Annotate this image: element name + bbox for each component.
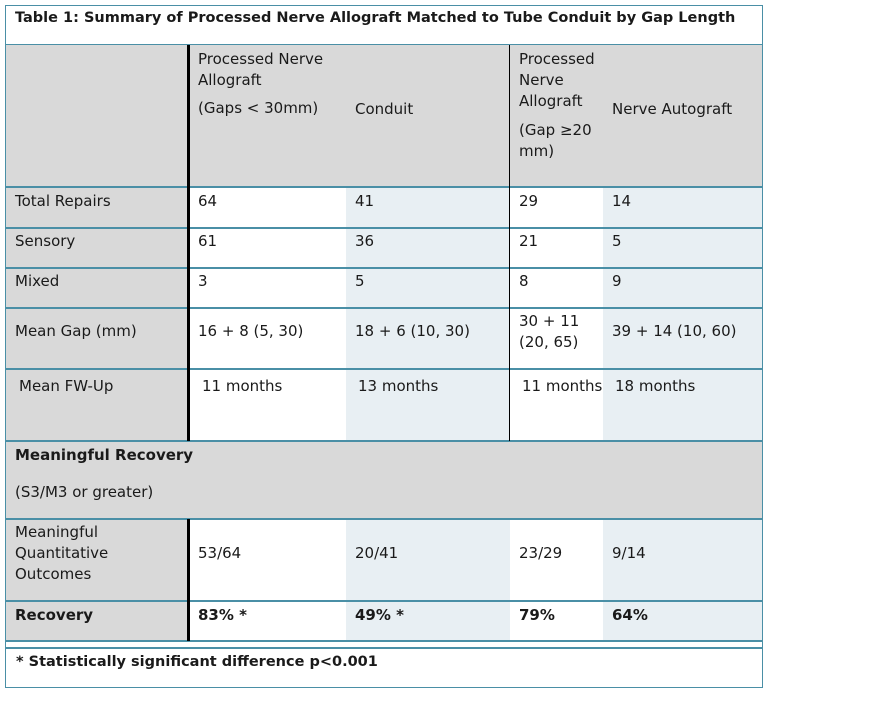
- cell-mean-fw-up-c2: 13 months: [346, 370, 510, 440]
- cell-recovery-c3: 79%: [510, 602, 603, 640]
- divider-label-col: [187, 45, 190, 441]
- section-title: Meaningful Recovery: [15, 446, 194, 464]
- cell-total-repairs-c2: 41: [346, 188, 510, 227]
- rule-after-sensory: [6, 267, 762, 269]
- row-label-mean-fw-up: Mean FW-Up: [6, 370, 189, 440]
- section-subtitle: (S3/M3 or greater): [15, 483, 154, 501]
- cell-mean-gap-c3: 30 + 11 (20, 65): [510, 309, 603, 368]
- cell-total-repairs-c3: 29: [510, 188, 603, 227]
- rule-after-header: [6, 186, 762, 188]
- header-col1-sub: (Gaps < 30mm): [198, 99, 319, 117]
- header-col1: [189, 45, 346, 186]
- cell-sensory-c1: 61: [189, 229, 346, 267]
- cell-sensory-c3: 21: [510, 229, 603, 267]
- rule-after-gap: [6, 368, 762, 370]
- cell-outcomes-c3: 23/29: [510, 520, 603, 600]
- cell-mean-fw-up-c1: 11 months: [189, 370, 346, 440]
- cell-recovery-c4: 64%: [603, 602, 762, 640]
- divider-group: [509, 45, 510, 441]
- header-col4-title: Nerve Autograft: [612, 100, 733, 118]
- header-col3-title: Processed Nerve Allograft: [519, 50, 595, 110]
- row-label-recovery: Recovery: [6, 602, 189, 640]
- cell-mean-gap-c4: 39 + 14 (10, 60): [603, 309, 762, 368]
- rule-after-fwup: [6, 440, 762, 442]
- cell-mean-fw-up-c4: 18 months: [603, 370, 762, 440]
- cell-recovery-c1: 83% *: [189, 602, 346, 640]
- header-col4: [603, 45, 762, 186]
- cell-mixed-c2: 5: [346, 269, 510, 307]
- header-col2: [346, 45, 510, 186]
- rule-after-outcomes: [6, 600, 762, 602]
- header-col2-title: Conduit: [355, 100, 414, 118]
- row-label-mean-gap: Mean Gap (mm): [6, 309, 189, 368]
- header-col3: [510, 45, 603, 186]
- cell-outcomes-c2: 20/41: [346, 520, 510, 600]
- divider-label-col-lower: [187, 519, 190, 641]
- cell-sensory-c2: 36: [346, 229, 510, 267]
- cell-recovery-c2: 49% *: [346, 602, 510, 640]
- cell-total-repairs-c4: 14: [603, 188, 762, 227]
- cell-outcomes-c1: 53/64: [189, 520, 346, 600]
- cell-mixed-c4: 9: [603, 269, 762, 307]
- header-col3-sub: (Gap ≥20 mm): [519, 121, 592, 160]
- rule-after-recovery: [6, 640, 762, 642]
- rule-after-total: [6, 227, 762, 229]
- cell-mean-fw-up-c3: 11 months: [510, 370, 603, 440]
- table-title: Table 1: Summary of Processed Nerve Allograft Matched to Tube Conduit by Gap Length: [6, 6, 762, 45]
- row-label-sensory: Sensory: [6, 229, 189, 267]
- cell-mean-gap-c2: 18 + 6 (10, 30): [346, 309, 510, 368]
- cell-mean-gap-c1: 16 + 8 (5, 30): [189, 309, 346, 368]
- row-label-total-repairs: Total Repairs: [6, 188, 189, 227]
- rule-after-mixed: [6, 307, 762, 309]
- header-label-cell: [6, 45, 189, 186]
- cell-outcomes-c4: 9/14: [603, 520, 762, 600]
- cell-mixed-c3: 8: [510, 269, 603, 307]
- rule-after-section: [6, 518, 762, 520]
- row-label-mixed: Mixed: [6, 269, 189, 307]
- cell-mixed-c1: 3: [189, 269, 346, 307]
- footnote: * Statistically significant difference p<0.001: [6, 647, 762, 687]
- section-meaningful-recovery: [6, 442, 762, 518]
- row-label-outcomes: Meaningful Quantitative Outcomes: [6, 520, 189, 600]
- header-col1-title: Processed Nerve Allograft: [198, 50, 324, 89]
- cell-sensory-c4: 5: [603, 229, 762, 267]
- cell-total-repairs-c1: 64: [189, 188, 346, 227]
